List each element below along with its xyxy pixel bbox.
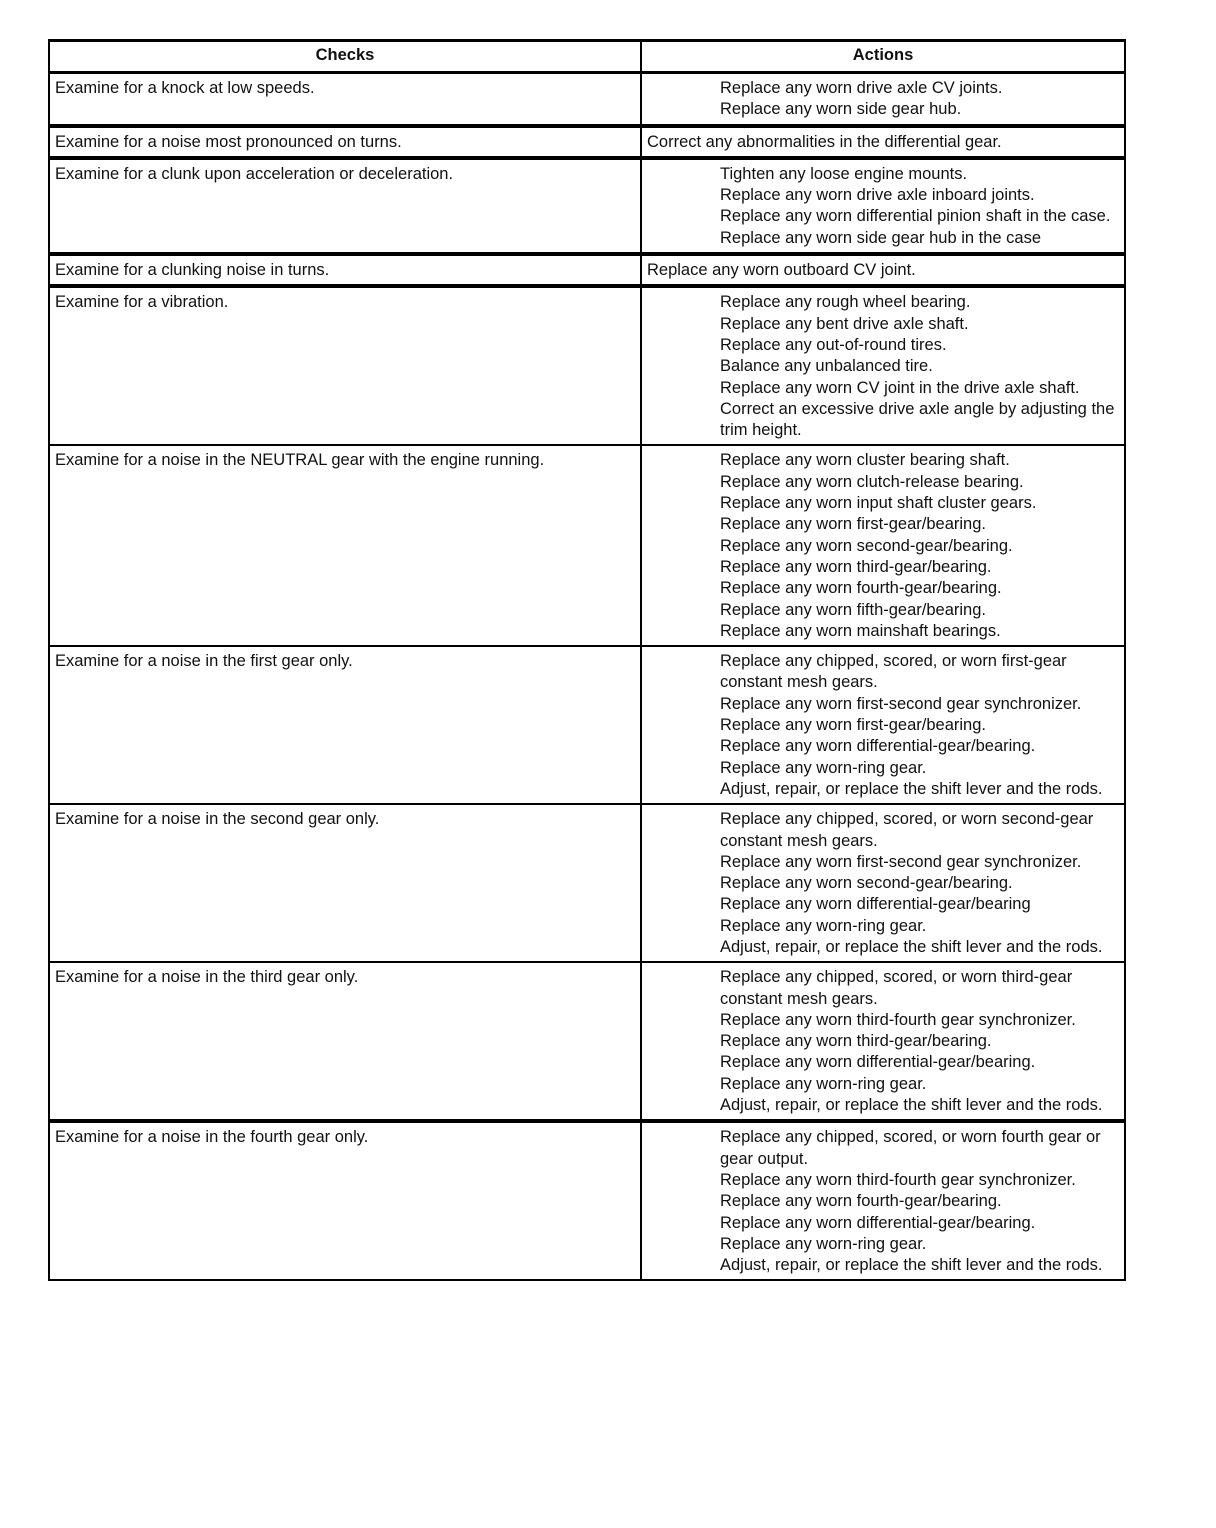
action-item: Replace any worn first-second gear synchronizer. [720,694,1082,713]
actions-cell [641,126,1125,158]
check-cell: Examine for a noise most pronounced on turns. [49,126,641,158]
check-cell: Examine for a noise in the NEUTRAL gear with the engine running. [49,445,641,646]
actions-cell [641,804,1125,962]
action-item: Replace any chipped, scored, or worn third-gear constant mesh gears. [720,968,1073,1008]
actions-cell [641,286,1125,445]
check-cell: Examine for a noise in the second gear only. [49,804,641,962]
action-item: Replace any worn differential-gear/bearing [720,895,1031,914]
action-item: Replace any out-of-round tires. [720,335,947,354]
action-item: Tighten any loose engine mounts. [720,164,968,183]
actions-cell [641,962,1125,1121]
action-item: Replace any worn outboard CV joint. [647,261,916,280]
action-item: Replace any chipped, scored, or worn fourth gear or gear output. [720,1128,1101,1168]
action-item: Replace any worn drive axle CV joints. [720,79,1003,97]
action-item: Replace any worn first-second gear synchronizer. [720,852,1082,871]
action-item: Correct any abnormalities in the differential gear. [647,132,1002,151]
action-item: Adjust, repair, or replace the shift lever and the rods. [720,1256,1103,1275]
action-item: Adjust, repair, or replace the shift lever and the rods. [720,779,1103,798]
action-item: Replace any bent drive axle shaft. [720,314,969,333]
action-item: Correct an excessive drive axle angle by adjusting the trim height. [720,399,1115,440]
check-cell: Examine for a noise in the first gear only. [49,646,641,804]
action-item: Replace any worn fourth-gear/bearing. [720,1192,1002,1211]
actions-cell [641,646,1125,804]
check-cell: Examine for a knock at low speeds. [49,73,641,126]
action-item: Replace any worn first-gear/bearing. [720,515,986,534]
table-row [49,1121,1125,1280]
action-item: Replace any worn CV joint in the drive axle shaft. [720,378,1080,397]
action-item: Replace any worn side gear hub. [720,100,962,119]
action-item: Adjust, repair, or replace the shift lever and the rods. [720,1096,1103,1115]
action-item: Balance any unbalanced tire. [720,357,933,376]
actions-cell [641,73,1125,126]
table-row [49,158,1125,254]
action-item: Replace any worn drive axle inboard joints. [720,186,1035,205]
action-item: Replace any worn third-gear/bearing. [720,1032,992,1051]
table-row [49,254,1125,286]
action-item: Replace any worn second-gear/bearing. [720,536,1013,555]
action-item: Replace any worn cluster bearing shaft. [720,451,1010,470]
table-row [49,126,1125,158]
diagnostic-table [48,39,1126,1281]
check-cell: Examine for a vibration. [49,286,641,445]
action-item: Replace any worn third-fourth gear synchronizer. [720,1170,1076,1189]
action-item: Replace any worn clutch-release bearing. [720,472,1024,491]
action-item: Replace any worn-ring gear. [720,758,927,777]
check-cell: Examine for a clunk upon acceleration or deceleration. [49,158,641,254]
table-row [49,73,1125,126]
action-item: Replace any worn-ring gear. [720,1074,927,1093]
action-item: Replace any worn third-fourth gear synchronizer. [720,1010,1076,1029]
table-header-row [49,41,1125,73]
table-row [49,646,1125,804]
column-header-actions: Actions [641,41,1125,73]
action-item: Replace any worn fourth-gear/bearing. [720,579,1002,598]
actions-cell [641,445,1125,646]
action-item: Replace any chipped, scored, or worn first-gear constant mesh gears. [720,652,1067,692]
action-item: Replace any worn differential-gear/bearing. [720,1213,1036,1232]
table-row [49,286,1125,445]
actions-cell [641,158,1125,254]
table-row [49,445,1125,646]
action-item: Replace any worn third-gear/bearing. [720,557,992,576]
action-item: Replace any worn first-gear/bearing. [720,716,986,735]
action-item: Replace any worn differential-gear/bearing. [720,737,1036,756]
action-item: Replace any worn differential pinion shaft in the case. [720,207,1111,226]
action-item: Replace any worn-ring gear. [720,916,927,935]
table-row [49,804,1125,962]
check-cell: Examine for a noise in the third gear only. [49,962,641,1121]
action-item: Replace any rough wheel bearing. [720,293,971,312]
check-cell: Examine for a noise in the fourth gear only. [49,1121,641,1280]
action-item: Replace any chipped, scored, or worn second-gear constant mesh gears. [720,810,1094,850]
action-item: Replace any worn side gear hub in the case [720,228,1042,247]
actions-cell [641,254,1125,286]
action-item: Replace any worn fifth-gear/bearing. [720,600,986,619]
action-item: Replace any worn differential-gear/bearing. [720,1053,1036,1072]
actions-cell [641,1121,1125,1280]
action-item: Replace any worn mainshaft bearings. [720,621,1001,640]
table-row [49,962,1125,1121]
check-cell: Examine for a clunking noise in turns. [49,254,641,286]
action-item: Replace any worn second-gear/bearing. [720,874,1013,893]
action-item: Adjust, repair, or replace the shift lever and the rods. [720,937,1103,956]
action-item: Replace any worn input shaft cluster gears. [720,494,1037,513]
action-item: Replace any worn-ring gear. [720,1234,927,1253]
column-header-checks: Checks [49,41,641,73]
